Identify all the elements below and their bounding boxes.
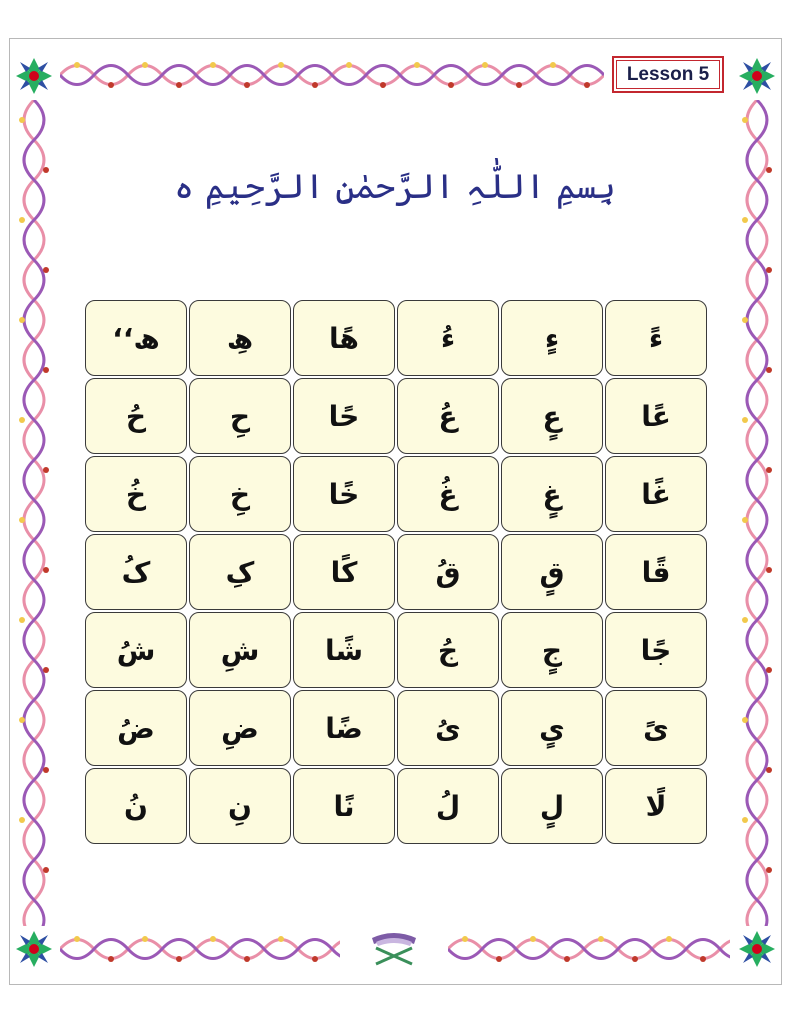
corner-flower-icon xyxy=(735,927,779,971)
right-border-ornament xyxy=(737,100,777,926)
letter-cell: جًا xyxy=(605,612,707,688)
letter-cell: نِ xyxy=(189,768,291,844)
letter-cell: ءٍ xyxy=(501,300,603,376)
letter-cell: نًا xyxy=(293,768,395,844)
letter-cell: جُ xyxy=(397,612,499,688)
letter-cell: غًا xyxy=(605,456,707,532)
letter-grid xyxy=(84,299,708,845)
letter-cell: لُ xyxy=(397,768,499,844)
letter-cell: خُ xyxy=(85,456,187,532)
letter-cell: ضُ xyxy=(85,690,187,766)
letter-cell: غُ xyxy=(397,456,499,532)
letter-cell: لًا xyxy=(605,768,707,844)
letter-cell: حًا xyxy=(293,378,395,454)
letter-cell: غٍ xyxy=(501,456,603,532)
corner-flower-icon xyxy=(12,927,56,971)
letter-cell: ءُ xyxy=(397,300,499,376)
letter-cell: ضِ xyxy=(189,690,291,766)
bismillah-title: بِسمِ اللّٰہِ الرَّحمٰنِ الرَّحِیمِ ہ xyxy=(174,167,616,207)
letter-cell: خِ xyxy=(189,456,291,532)
letter-cell: عًا xyxy=(605,378,707,454)
letter-cell: یٍ xyxy=(501,690,603,766)
letter-cell: کُ xyxy=(85,534,187,610)
lesson-label: Lesson 5 xyxy=(626,63,710,85)
letter-cell: کِ xyxy=(189,534,291,610)
corner-flower-icon xyxy=(12,54,56,98)
corner-flower-icon xyxy=(735,54,779,98)
letter-cell: ءً xyxy=(605,300,707,376)
letter-cell: قٍ xyxy=(501,534,603,610)
letter-cell: شُ xyxy=(85,612,187,688)
letter-cell: شًا xyxy=(293,612,395,688)
letter-cell: عُ xyxy=(397,378,499,454)
letter-cell: نُ xyxy=(85,768,187,844)
top-border-ornament xyxy=(60,56,604,94)
letter-cell: ھِ xyxy=(189,300,291,376)
bottom-border-ornament-right xyxy=(448,930,730,968)
letter-cell: جٍ xyxy=(501,612,603,688)
quran-stand-icon xyxy=(366,926,422,968)
letter-cell: خًا xyxy=(293,456,395,532)
letter-cell: حِ xyxy=(189,378,291,454)
letter-cell: ھ‘‘ xyxy=(85,300,187,376)
bottom-border-ornament-left xyxy=(60,930,340,968)
letter-cell: حُ xyxy=(85,378,187,454)
letter-cell: یُ xyxy=(397,690,499,766)
letter-cell: یً xyxy=(605,690,707,766)
letter-cell: قًا xyxy=(605,534,707,610)
letter-cell: شِ xyxy=(189,612,291,688)
letter-cell: ھًا xyxy=(293,300,395,376)
letter-cell: ضًا xyxy=(293,690,395,766)
letter-cell: لٍ xyxy=(501,768,603,844)
letter-cell: قُ xyxy=(397,534,499,610)
letter-cell: کًا xyxy=(293,534,395,610)
lesson-badge xyxy=(612,56,724,93)
left-border-ornament xyxy=(14,100,54,926)
letter-cell: عٍ xyxy=(501,378,603,454)
